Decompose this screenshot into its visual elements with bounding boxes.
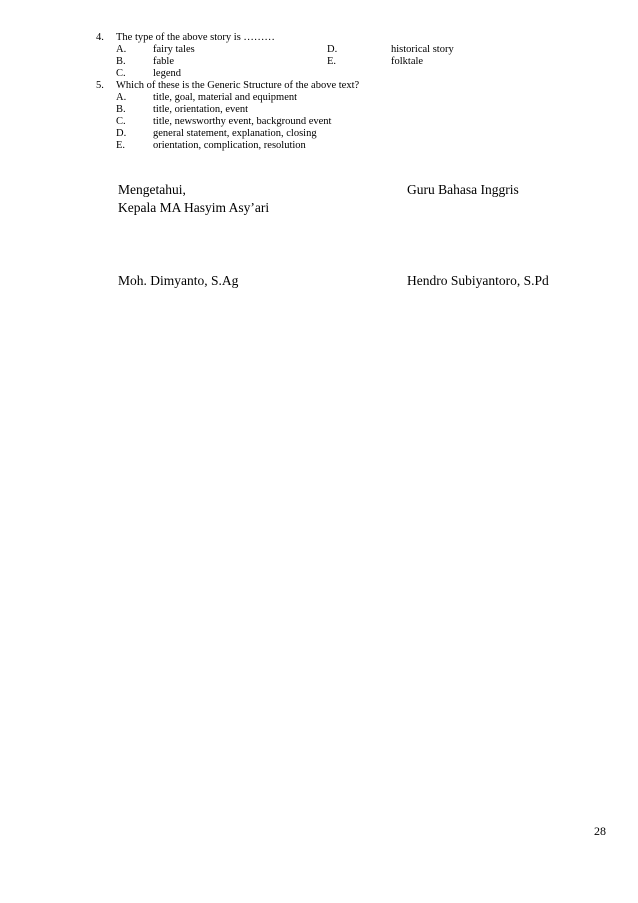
signature-left-name: Moh. Dimyanto, S.Ag: [118, 273, 239, 288]
option-letter: E.: [327, 56, 337, 67]
option-text: folktale: [391, 56, 424, 67]
option-letter: D.: [327, 44, 338, 55]
option-text: legend: [153, 68, 181, 79]
option-text: title, newsworthy event, background event: [153, 116, 332, 127]
option-text: general statement, explanation, closing: [153, 128, 317, 139]
option-letter: A.: [116, 92, 127, 103]
signature-left-heading-2: Kepala MA Hasyim Asy’ari: [118, 200, 270, 215]
question-text: Which of these is the Generic Structure of the above text?: [116, 80, 360, 91]
signature-left-heading-1: Mengetahui,: [118, 182, 186, 197]
option-letter: D.: [116, 128, 127, 139]
option-text: fable: [153, 56, 174, 67]
question-number: 5.: [96, 80, 104, 91]
option-letter: C.: [116, 116, 126, 127]
signature-right-heading: Guru Bahasa Inggris: [407, 182, 519, 197]
question-text: The type of the above story is ………: [116, 32, 275, 43]
page-number: 28: [594, 824, 606, 838]
signature-right-name: Hendro Subiyantoro, S.Pd: [407, 273, 549, 288]
option-letter: B.: [116, 104, 126, 115]
option-letter: E.: [116, 140, 126, 151]
option-letter: B.: [116, 56, 126, 67]
option-text: orientation, complication, resolution: [153, 140, 306, 151]
option-letter: A.: [116, 44, 127, 55]
option-text: title, orientation, event: [153, 104, 249, 115]
option-text: historical story: [391, 44, 454, 55]
option-text: title, goal, material and equipment: [153, 92, 298, 103]
question-number: 4.: [96, 32, 104, 43]
option-text: fairy tales: [153, 44, 195, 55]
option-letter: C.: [116, 68, 126, 79]
